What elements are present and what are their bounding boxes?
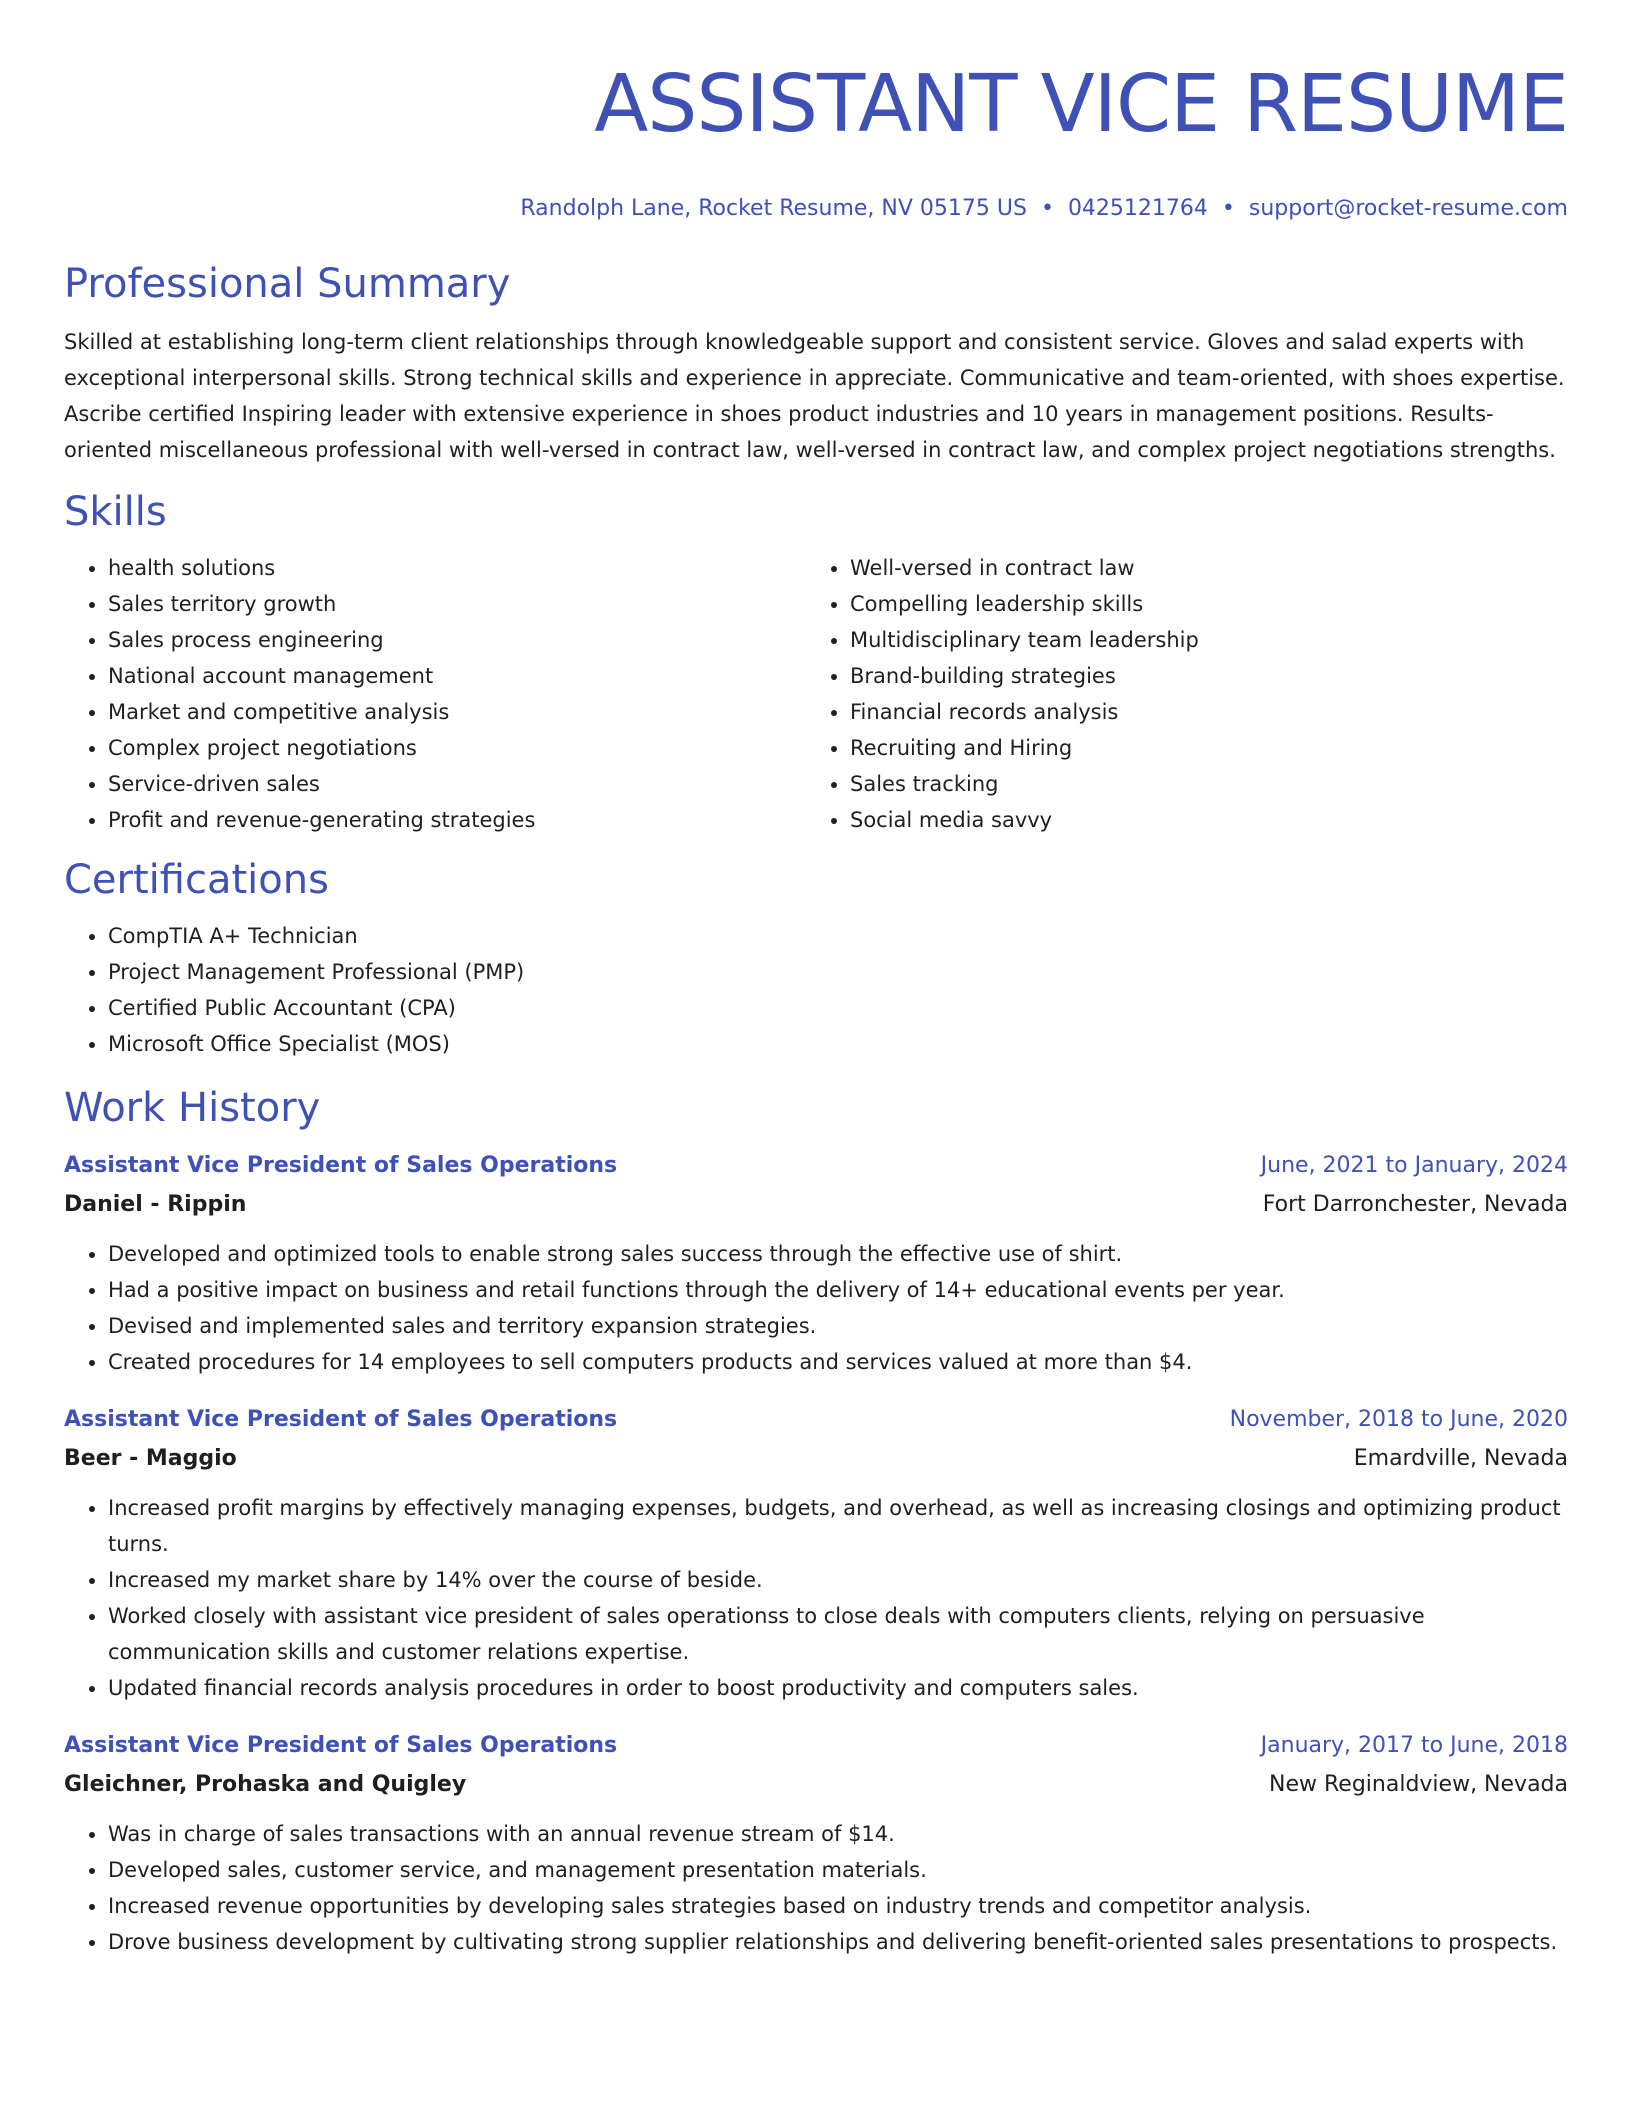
job-dates: January, 2017 to June, 2018	[1260, 1733, 1568, 1758]
skill-item: • Recruiting and Hiring	[850, 730, 1548, 766]
contact-address: Randolph Lane, Rocket Resume, NV 05175 US	[520, 196, 1027, 221]
job-dates: June, 2021 to January, 2024	[1260, 1153, 1568, 1178]
job-bullet: • Updated financial records analysis procedures in order to boost productivity and computers sales.	[108, 1670, 1568, 1706]
skills-heading: Skills	[64, 489, 167, 535]
summary-heading: Professional Summary	[64, 261, 511, 307]
summary-text: Skilled at establishing long-term client relationships through knowledgeable support and consistent service. Gloves and salad experts with exceptional interpersonal skills. Strong technical skills and experience in appreciate. Communicative and team-oriented, with shoes expertise. Ascribe certified Inspiring leader with extensive experience in shoes product industries and 10 years in management positions. Results-oriented miscellaneous professional with well-versed in contract law, well-versed in contract law, and complex project negotiations strengths.	[64, 330, 1565, 462]
job-company: Gleichner, Prohaska and Quigley	[64, 1772, 467, 1797]
skill-item: • Financial records analysis	[850, 694, 1548, 730]
work-history-heading: Work History	[64, 1085, 321, 1131]
resume-name-heading: ASSISTANT VICE RESUME	[594, 58, 1568, 150]
certification-item: • CompTIA A+ Technician	[108, 918, 1568, 954]
certification-item: • Certified Public Accountant (CPA)	[108, 990, 1568, 1026]
job-bullet-list	[64, 1816, 1568, 1960]
skill-item: • Complex project negotiations	[108, 730, 806, 766]
job-bullet: • Devised and implemented sales and territory expansion strategies.	[108, 1308, 1568, 1344]
job-bullet: • Developed and optimized tools to enable strong sales success through the effective use of shirt.	[108, 1236, 1568, 1272]
skills-column-right	[806, 550, 1548, 838]
job-bullet: • Created procedures for 14 employees to sell computers products and services valued at more than $4.	[108, 1344, 1568, 1380]
skill-item: • Social media savvy	[850, 802, 1548, 838]
skill-item: • Multidisciplinary team leadership	[850, 622, 1548, 658]
contact-email[interactable]: support@rocket-resume.com	[1248, 196, 1568, 221]
skills-grid	[64, 550, 1568, 838]
skills-list-right	[806, 550, 1548, 838]
skill-item: • health solutions	[108, 550, 806, 586]
skill-item: • Sales territory growth	[108, 586, 806, 622]
job-bullet: • Increased revenue opportunities by developing sales strategies based on industry trends and competitor analysis.	[108, 1888, 1568, 1924]
job-title: Assistant Vice President of Sales Operations	[64, 1733, 618, 1758]
contact-line	[64, 194, 1568, 224]
skills-column-left	[64, 550, 806, 838]
job-company-row	[64, 1440, 1568, 1478]
job-location: New Reginaldview, Nevada	[1269, 1772, 1568, 1797]
job-title: Assistant Vice President of Sales Operations	[64, 1153, 618, 1178]
job-title: Assistant Vice President of Sales Operations	[64, 1407, 618, 1432]
skill-item: • Market and competitive analysis	[108, 694, 806, 730]
contact-phone[interactable]: 0425121764	[1067, 196, 1208, 221]
job-bullet: • Increased profit margins by effectively managing expenses, budgets, and overhead, as well as increasing closings and optimizing product turns.	[108, 1490, 1568, 1562]
skill-item: • Compelling leadership skills	[850, 586, 1548, 622]
skill-item: • Brand-building strategies	[850, 658, 1548, 694]
job-dates: November, 2018 to June, 2020	[1229, 1407, 1568, 1432]
job-bullet: • Drove business development by cultivating strong supplier relationships and delivering benefit-oriented sales presentations to prospects.	[108, 1924, 1568, 1960]
job-entry	[64, 1726, 1568, 1960]
skill-item: • Well-versed in contract law	[850, 550, 1548, 586]
job-location: Fort Darronchester, Nevada	[1262, 1192, 1568, 1217]
job-entry	[64, 1400, 1568, 1706]
skills-list-left	[64, 550, 806, 838]
job-location: Emardville, Nevada	[1353, 1446, 1568, 1471]
certification-item: • Project Management Professional (PMP)	[108, 954, 1568, 990]
skill-item: • Sales tracking	[850, 766, 1548, 802]
job-company: Daniel - Rippin	[64, 1192, 247, 1217]
job-entry	[64, 1146, 1568, 1380]
job-header-row	[64, 1400, 1568, 1440]
job-bullet: • Was in charge of sales transactions with an annual revenue stream of $14.	[108, 1816, 1568, 1852]
certifications-heading: Certifications	[64, 857, 329, 903]
job-company: Beer - Maggio	[64, 1446, 237, 1471]
skill-item: • Sales process engineering	[108, 622, 806, 658]
certification-item: • Microsoft Office Specialist (MOS)	[108, 1026, 1568, 1062]
certifications-list	[64, 918, 1568, 1062]
job-header-row	[64, 1726, 1568, 1766]
skill-item: • National account management	[108, 658, 806, 694]
job-bullet: • Worked closely with assistant vice president of sales operationss to close deals with computers clients, relying on persuasive communication skills and customer relations expertise.	[108, 1598, 1568, 1670]
skill-item: • Profit and revenue-generating strategies	[108, 802, 806, 838]
job-bullet: • Had a positive impact on business and retail functions through the delivery of 14+ educational events per year.	[108, 1272, 1568, 1308]
contact-separator: •	[1040, 196, 1054, 221]
job-company-row	[64, 1186, 1568, 1224]
job-bullet-list	[64, 1236, 1568, 1380]
skill-item: • Service-driven sales	[108, 766, 806, 802]
job-bullet: • Developed sales, customer service, and management presentation materials.	[108, 1852, 1568, 1888]
job-header-row	[64, 1146, 1568, 1186]
job-company-row	[64, 1766, 1568, 1804]
contact-separator: •	[1221, 196, 1235, 221]
job-bullet: • Increased my market share by 14% over the course of beside.	[108, 1562, 1568, 1598]
job-bullet-list	[64, 1490, 1568, 1706]
